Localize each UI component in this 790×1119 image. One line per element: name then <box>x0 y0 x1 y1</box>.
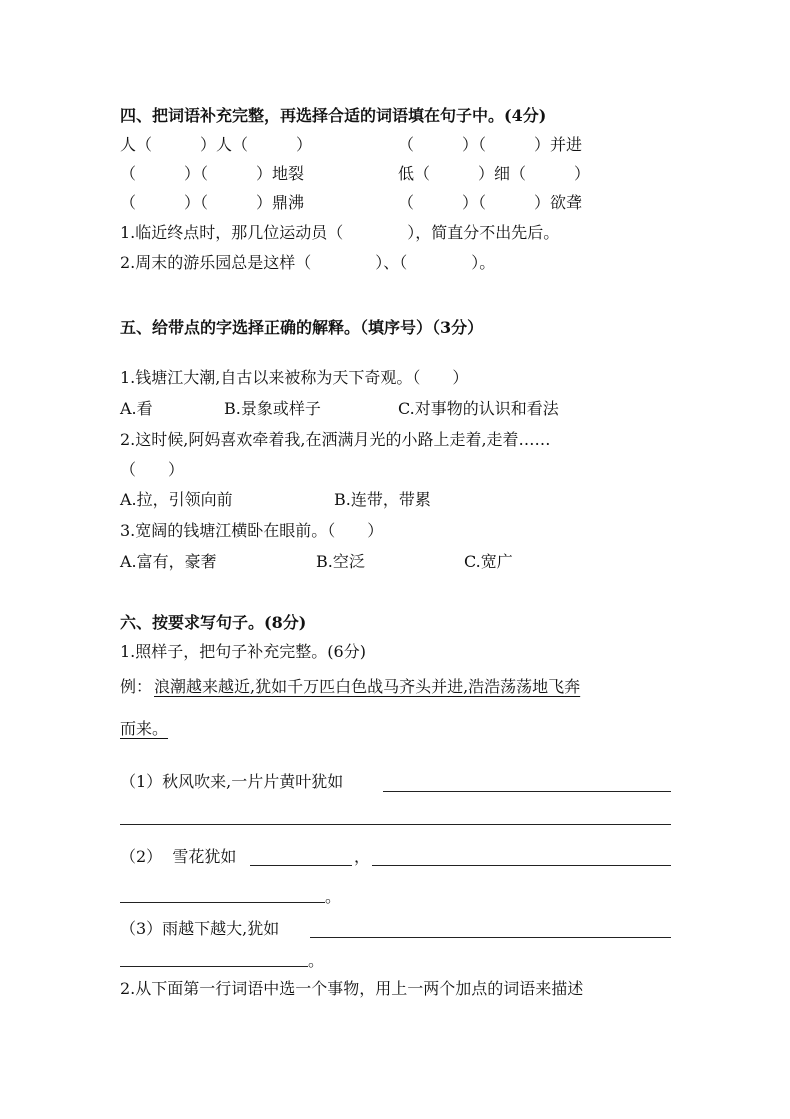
sentence-2-comma: ， <box>354 847 371 866</box>
section-4-title: 四、把词语补充完整，再选择合适的词语填在句子中。(4分) <box>120 106 547 125</box>
q3-option-a: A.富有，豪奢 <box>120 552 217 571</box>
q2-option-a: A.拉，引领向前 <box>120 490 233 509</box>
sentence-1-prompt: （1）秋风吹来,一片片黄叶犹如 <box>120 772 344 791</box>
section-5-question-3: 3.宽阔的钱塘江横卧在眼前。（ ） <box>120 521 384 540</box>
q1-option-c: C.对事物的认识和看法 <box>398 399 559 418</box>
example-label: 例： <box>120 677 153 696</box>
sentence-3-prompt: （3）雨越下越大,犹如 <box>120 919 280 938</box>
section-5-question-1: 1.钱塘江大潮,自古以来被称为天下奇观。（ ） <box>120 368 469 387</box>
section-4-question-1: 1.临近终点时，那几位运动员（ ），简直分不出先后。 <box>120 223 560 242</box>
sentence-3-blank-b[interactable] <box>120 966 308 967</box>
q1-option-a: A.看 <box>120 399 153 418</box>
section-5-question-2-answer: （ ） <box>120 460 185 479</box>
sentence-2-blank-a[interactable] <box>250 865 352 866</box>
section-5-question-2: 2.这时候,阿妈喜欢牵着我,在洒满月光的小路上走着,走着…… <box>120 430 551 449</box>
q3-option-c: C.宽广 <box>464 552 513 571</box>
sentence-3-blank-a[interactable] <box>310 937 671 938</box>
sentence-2-prompt: （2） 雪花犹如 <box>120 847 237 866</box>
sentence-2-period: 。 <box>325 887 342 906</box>
sentence-3-period: 。 <box>308 951 325 970</box>
idiom-row-2-left: （ ）（ ）地裂 <box>120 164 305 183</box>
sentence-1-blank-a[interactable] <box>383 791 671 792</box>
section-6-question-1: 1.照样子，把句子补充完整。(6分) <box>120 642 366 661</box>
example-sentence-line-2: 而来。 <box>120 719 169 738</box>
q2-option-b: B.连带，带累 <box>334 490 431 509</box>
sentence-2-blank-c[interactable] <box>120 902 325 903</box>
section-4-question-2: 2.周末的游乐园总是这样（ ）、（ ）。 <box>120 253 496 272</box>
section-5-title: 五、给带点的字选择正确的解释。（填序号）（3分） <box>120 318 484 337</box>
idiom-row-1-right: （ ）（ ）并进 <box>398 135 583 154</box>
q3-option-b: B.空泛 <box>316 552 365 571</box>
idiom-row-2-right: 低（ ）细（ ） <box>398 164 591 183</box>
idiom-row-3-right: （ ）（ ）欲聋 <box>398 193 583 212</box>
sentence-2-blank-b[interactable] <box>372 865 671 866</box>
q1-option-b: B.景象或样子 <box>224 399 321 418</box>
example-sentence-line-1: 浪潮越来越近,犹如千万匹白色战马齐头并进,浩浩荡荡地飞奔 <box>154 677 581 696</box>
section-6-title: 六、按要求写句子。(8分) <box>120 613 307 632</box>
sentence-1-blank-b[interactable] <box>120 824 671 825</box>
idiom-row-1-left: 人（ ）人（ ） <box>120 135 313 154</box>
idiom-row-3-left: （ ）（ ）鼎沸 <box>120 193 305 212</box>
section-6-question-2: 2.从下面第一行词语中选一个事物，用上一两个加点的词语来描述 <box>120 979 584 998</box>
